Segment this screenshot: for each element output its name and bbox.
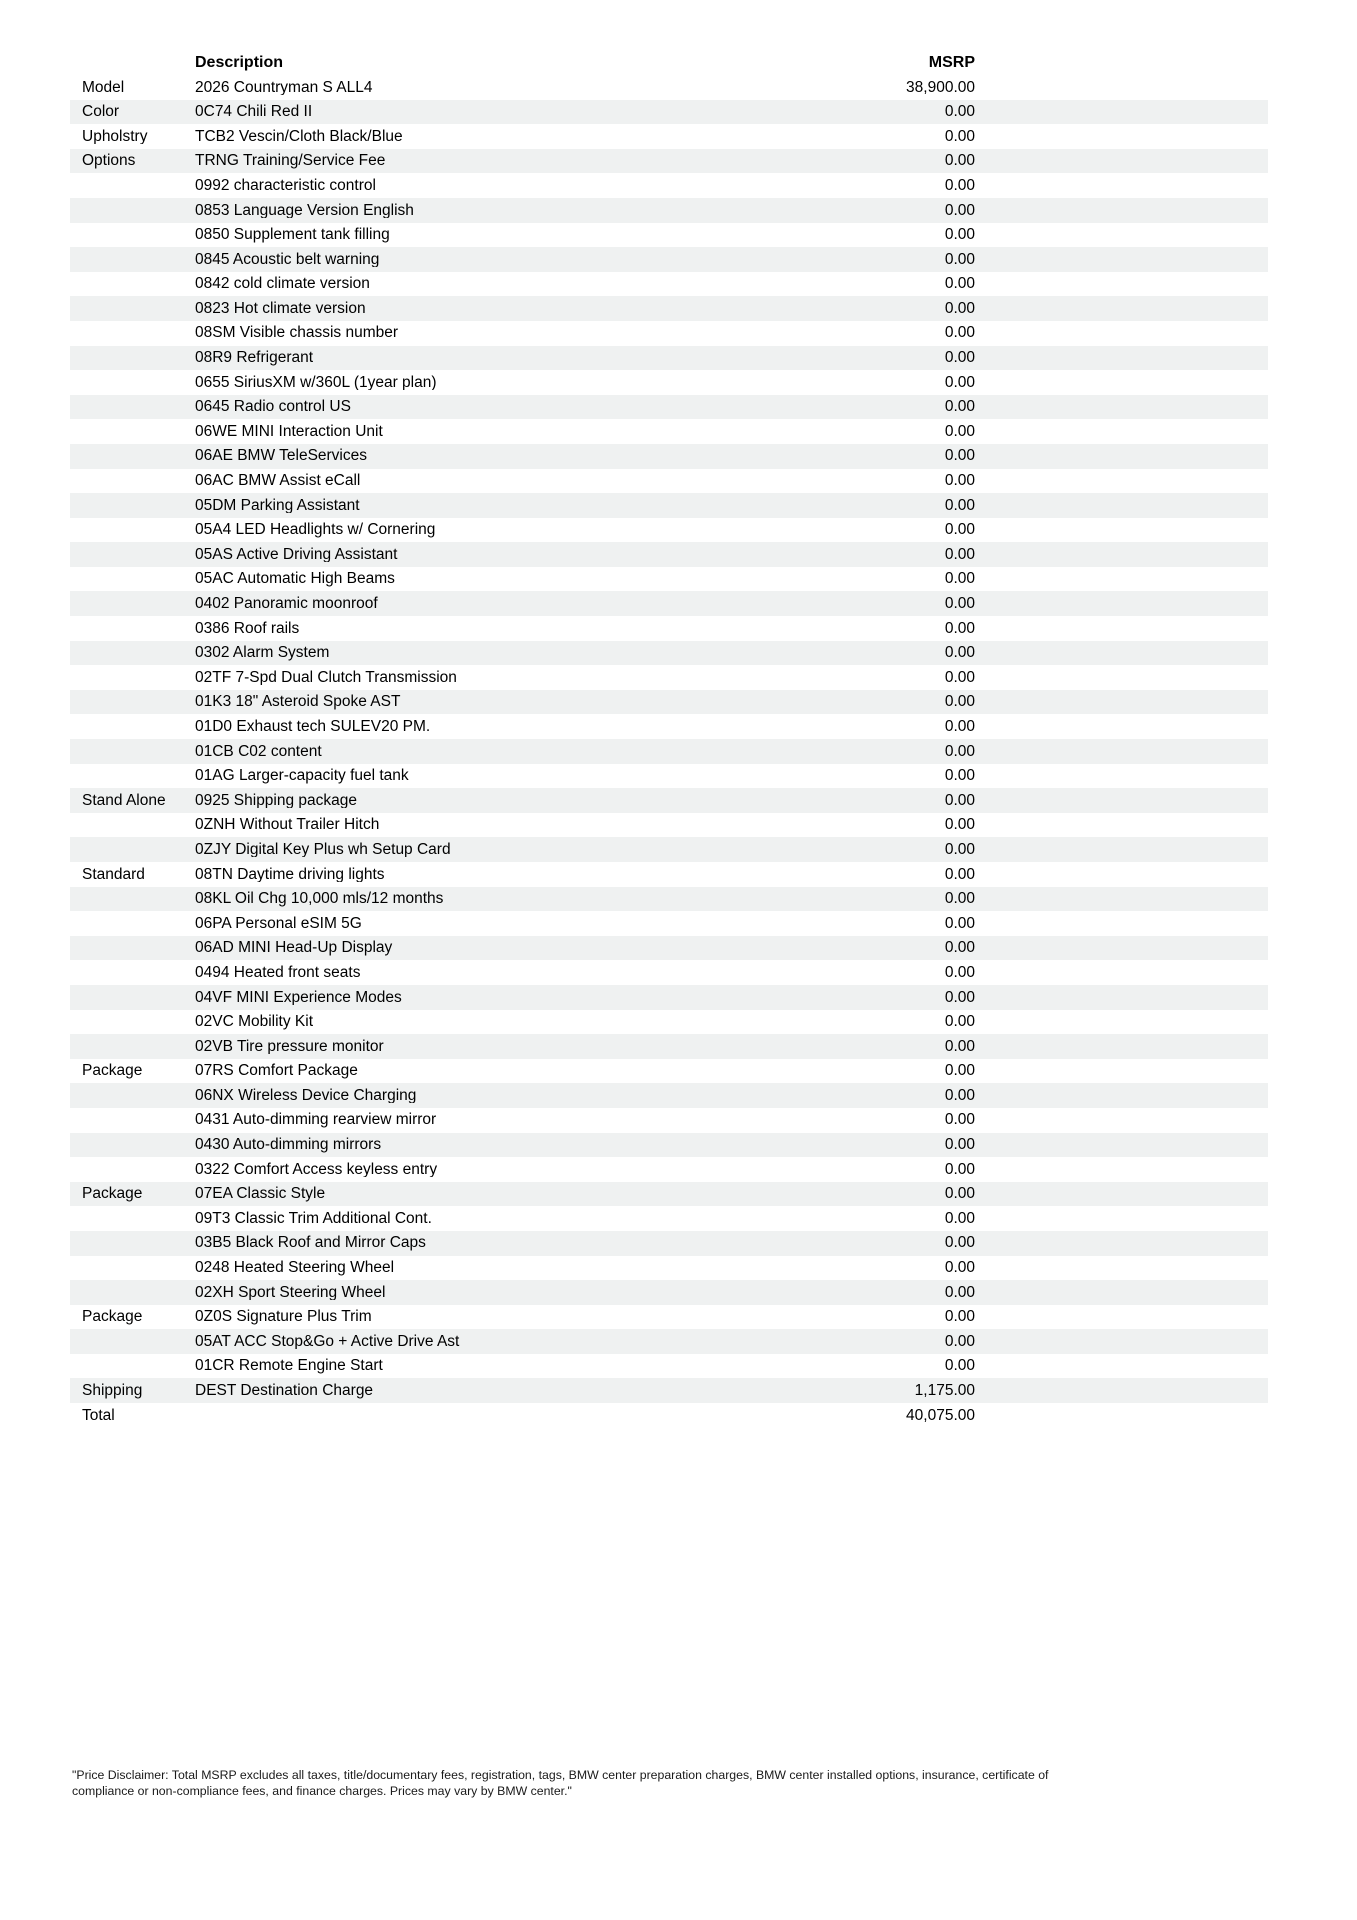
row-description: 01CB C02 content [195,743,322,760]
row-description: 06NX Wireless Device Charging [195,1087,417,1104]
price-disclaimer [72,1768,1307,1799]
table-row [70,960,1268,985]
row-description: 0925 Shipping package [195,792,358,809]
table-row [70,862,1268,887]
table-row [70,1354,1268,1379]
row-description: 0430 Auto-dimming mirrors [195,1137,382,1153]
table-row [70,296,1268,321]
row-msrp-value: 0.00 [944,1259,975,1277]
row-description: 0C74 Chili Red II [195,104,313,120]
row-msrp-value: 0.00 [944,1308,975,1326]
row-msrp-value: 0.00 [944,422,975,440]
row-description: TCB2 Vescin/Cloth Black/Blue [195,128,403,145]
row-description: 0248 Heated Steering Wheel [195,1260,395,1276]
table-row [70,173,1268,198]
table-row [70,1083,1268,1108]
row-description: 05AC Automatic High Beams [195,571,395,587]
row-msrp-value: 0.00 [944,250,975,268]
row-description: 0842 cold climate version [195,276,370,292]
row-description: 0431 Auto-dimming rearview mirror [195,1112,437,1128]
row-msrp-value: 0.00 [944,299,975,317]
row-msrp-value: 0.00 [944,840,975,858]
row-msrp-value: 0.00 [944,988,975,1006]
row-msrp-value: 0.00 [944,324,975,342]
table-row [70,788,1268,813]
row-description: 0655 SiriusXM w/360L (1year plan) [195,374,437,391]
row-description: 0386 Roof rails [195,620,300,637]
header-description: Description [195,54,284,71]
table-row [70,1256,1268,1281]
row-description: 06WE MINI Interaction Unit [195,423,383,440]
row-description: 0853 Language Version English [195,202,414,219]
table-row [70,567,1268,592]
table-row [70,395,1268,420]
table-row [70,1108,1268,1133]
row-description: 05AS Active Driving Assistant [195,546,398,563]
row-description: 05A4 LED Headlights w/ Cornering [195,522,436,538]
row-category-label: Model [82,79,125,96]
table-row [70,985,1268,1010]
row-category-label: Shipping [82,1383,143,1399]
row-description: 08SM Visible chassis number [195,325,399,341]
table-row [70,444,1268,469]
table-row [70,370,1268,395]
table-row [70,936,1268,961]
row-description: 0850 Supplement tank filling [195,227,390,243]
table-row [70,493,1268,518]
row-description: 02VC Mobility Kit [195,1014,314,1030]
row-msrp-value: 0.00 [944,865,975,883]
row-msrp-value: 0.00 [944,398,975,416]
table-row [70,911,1268,936]
row-msrp-value: 0.00 [944,1037,975,1055]
row-description: 04VF MINI Experience Modes [195,989,402,1006]
row-description: 05AT ACC Stop&Go + Active Drive Ast [195,1333,460,1350]
row-category-label: Color [82,104,120,120]
row-description: 09T3 Classic Trim Additional Cont. [195,1210,432,1227]
row-msrp-value: 0.00 [944,496,975,514]
table-header-row [70,50,1268,75]
table-row [70,100,1268,125]
table-row [70,469,1268,494]
row-msrp-value: 0.00 [944,1111,975,1129]
row-msrp-value: 0.00 [944,103,975,121]
row-msrp-value: 0.00 [944,226,975,244]
row-msrp-value: 0.00 [944,1086,975,1104]
table-row [70,837,1268,862]
row-description: 01K3 18" Asteroid Spoke AST [195,694,401,710]
row-description: 05DM Parking Assistant [195,497,360,514]
row-msrp-value: 0.00 [944,939,975,957]
row-description: 01AG Larger-capacity fuel tank [195,768,409,784]
table-body [70,75,1268,1428]
row-msrp-value: 0.00 [944,373,975,391]
table-row [70,813,1268,838]
row-description: 06AD MINI Head-Up Display [195,940,393,956]
table-row [70,321,1268,346]
row-msrp-value: 0.00 [944,717,975,735]
vehicle-options-table [70,50,1268,1428]
row-msrp-value: 0.00 [944,1160,975,1178]
table-row [70,1157,1268,1182]
table-row [70,739,1268,764]
table-row [70,518,1268,543]
row-description: 08R9 Refrigerant [195,350,314,366]
row-description: 0494 Heated front seats [195,964,361,981]
row-msrp-value: 38,900.00 [906,78,975,96]
row-description: 08TN Daytime driving lights [195,866,385,883]
row-msrp-value: 0.00 [944,816,975,834]
row-description: 07RS Comfort Package [195,1063,358,1079]
row-description: DEST Destination Charge [195,1383,374,1399]
row-description: 0845 Acoustic belt warning [195,251,380,268]
table-row [70,1280,1268,1305]
row-msrp-value: 0.00 [944,619,975,637]
row-msrp-value: 0.00 [944,472,975,490]
row-description: 0ZJY Digital Key Plus wh Setup Card [195,841,451,858]
row-msrp-value: 0.00 [944,1013,975,1031]
table-row [70,223,1268,248]
row-category-label: Options [82,153,136,169]
row-msrp-value: 0.00 [944,447,975,465]
row-msrp-value: 0.00 [944,570,975,588]
table-row [70,1305,1268,1330]
table-row [70,1133,1268,1158]
row-msrp-value: 0.00 [944,1234,975,1252]
row-description: 02XH Sport Steering Wheel [195,1284,386,1301]
row-msrp-value: 0.00 [944,127,975,145]
row-description: 06AE BMW TeleServices [195,448,367,464]
row-description: 06AC BMW Assist eCall [195,473,361,489]
row-category-label: Package [82,1063,143,1079]
row-msrp-value: 0.00 [944,644,975,662]
table-row [70,419,1268,444]
row-category-label: Package [82,1186,143,1202]
table-row [70,665,1268,690]
header-msrp: MSRP [928,53,975,71]
table-row [70,1206,1268,1231]
table-row [70,1059,1268,1084]
row-msrp-value: 0.00 [944,963,975,981]
table-row [70,690,1268,715]
row-msrp-value: 0.00 [944,890,975,908]
price-disclaimer-line1: "Price Disclaimer: Total MSRP excludes all taxes, title/documentary fees, registration, tags, BMW center preparation charges, BMW center installed options, insurance, certificate of [72,1768,1049,1782]
row-description: 0823 Hot climate version [195,300,366,317]
row-msrp-value: 0.00 [944,1283,975,1301]
row-description: 03B5 Black Roof and Mirror Caps [195,1235,426,1251]
price-disclaimer-line2: compliance or non-compliance fees, and finance charges. Prices may vary by BMW center." [72,1783,572,1798]
table-row [70,346,1268,371]
row-msrp-value: 0.00 [944,1332,975,1350]
table-row [70,198,1268,223]
row-msrp-value: 0.00 [944,1185,975,1203]
row-category-label: Package [82,1309,143,1325]
table-row [70,591,1268,616]
row-category-label: Total [82,1407,115,1424]
table-row [70,272,1268,297]
table-row [70,1329,1268,1354]
row-msrp-value: 0.00 [944,693,975,711]
table-row [70,247,1268,272]
table-row [70,1403,1268,1428]
row-msrp-value: 0.00 [944,742,975,760]
row-description: 0322 Comfort Access keyless entry [195,1161,438,1178]
row-msrp-value: 40,075.00 [906,1406,975,1424]
row-msrp-value: 0.00 [944,275,975,293]
table-row [70,1010,1268,1035]
table-row [70,1378,1268,1403]
table-row [70,714,1268,739]
row-description: 0992 characteristic control [195,177,376,194]
table-row [70,1231,1268,1256]
table-row [70,616,1268,641]
row-msrp-value: 0.00 [944,349,975,367]
row-msrp-value: 0.00 [944,1062,975,1080]
row-msrp-value: 0.00 [944,791,975,809]
row-msrp-value: 0.00 [944,595,975,613]
row-description: 2026 Countryman S ALL4 [195,79,373,96]
row-msrp-value: 0.00 [944,176,975,194]
row-category-label: Standard [82,866,145,883]
row-msrp-value: 0.00 [944,201,975,219]
table-row [70,764,1268,789]
row-msrp-value: 0.00 [944,1136,975,1154]
row-description: 0ZNH Without Trailer Hitch [195,817,380,833]
row-description: 08KL Oil Chg 10,000 mls/12 months [195,891,444,907]
row-description: TRNG Training/Service Fee [195,153,386,169]
row-msrp-value: 0.00 [944,668,975,686]
table-row [70,75,1268,100]
table-row [70,887,1268,912]
row-category-label: Stand Alone [82,792,166,809]
row-description: 0302 Alarm System [195,645,330,661]
row-msrp-value: 0.00 [944,545,975,563]
row-category-label: Upholstry [82,128,148,145]
row-msrp-value: 0.00 [944,1357,975,1375]
table-row [70,1034,1268,1059]
table-row [70,542,1268,567]
table-row [70,641,1268,666]
row-msrp-value: 0.00 [944,152,975,170]
table-row [70,1182,1268,1207]
row-msrp-value: 0.00 [944,1209,975,1227]
row-description: 0402 Panoramic moonroof [195,596,378,612]
row-description: 01D0 Exhaust tech SULEV20 PM. [195,718,431,735]
row-msrp-value: 0.00 [944,767,975,785]
row-description: 0Z0S Signature Plus Trim [195,1309,372,1325]
row-msrp-value: 1,175.00 [914,1382,975,1400]
row-msrp-value: 0.00 [944,521,975,539]
row-description: 06PA Personal eSIM 5G [195,915,362,932]
row-description: 07EA Classic Style [195,1186,326,1202]
row-msrp-value: 0.00 [944,914,975,932]
row-description: 02VB Tire pressure monitor [195,1038,384,1055]
row-description: 0645 Radio control US [195,399,351,415]
row-description: 02TF 7-Spd Dual Clutch Transmission [195,669,457,686]
table-row [70,149,1268,174]
row-description: 01CR Remote Engine Start [195,1358,383,1374]
table-row [70,124,1268,149]
